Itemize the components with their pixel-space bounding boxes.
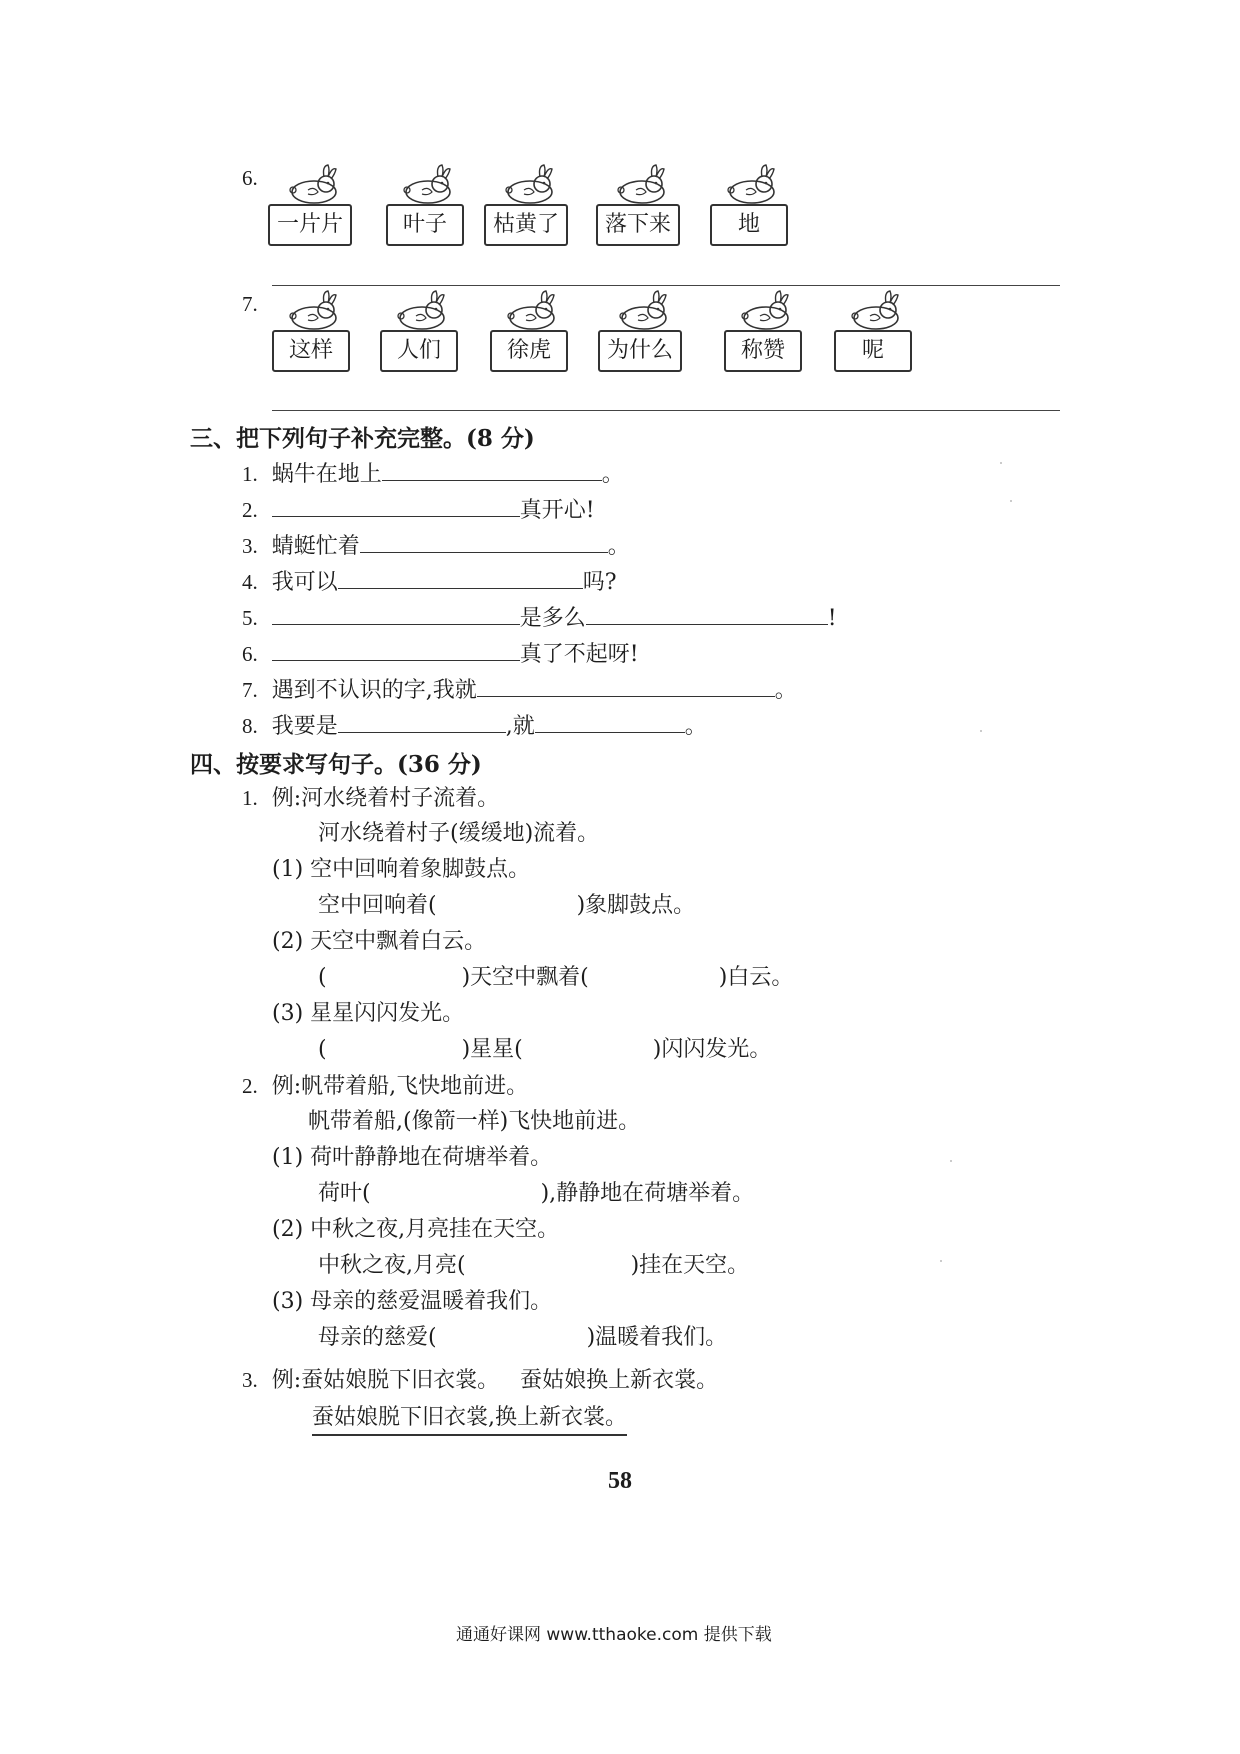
example-3-answer: 蚕姑娘脱下旧衣裳,换上新衣裳。 xyxy=(312,1404,627,1436)
rabbit-icon xyxy=(396,290,448,330)
rabbit-icon xyxy=(740,290,792,330)
example-2-line2: 帆带着船,(像箭一样)飞快地前进。 xyxy=(308,1109,641,1134)
word-card-label: 称赞 xyxy=(724,330,802,372)
rabbit-icon xyxy=(506,290,558,330)
item-text: 真了不起呀! xyxy=(519,642,639,667)
sub-item-answer: 中秋之夜,月亮( )挂在天空。 xyxy=(318,1253,750,1278)
word-card-label: 落下来 xyxy=(596,204,680,246)
sub-item-answer: ( )星星( )闪闪发光。 xyxy=(318,1037,772,1062)
question-7-number: 7. xyxy=(242,292,258,316)
example-3-line1: 3. 例:蚕姑娘脱下旧衣裳。 蚕姑娘换上新衣裳。 xyxy=(242,1368,719,1393)
blank-field[interactable] xyxy=(586,602,828,625)
rabbit-icon xyxy=(618,290,670,330)
blank-field[interactable] xyxy=(338,710,506,733)
word-card-label: 为什么 xyxy=(598,330,682,372)
item-text: 蜻蜓忙着 xyxy=(271,534,360,559)
word-card[interactable] xyxy=(272,290,352,380)
rabbit-icon xyxy=(288,290,340,330)
fill-item-4: 4. 我可以 吗? xyxy=(242,566,617,597)
word-card[interactable] xyxy=(602,290,682,380)
scan-speck xyxy=(1000,462,1002,464)
item-text: 真开心! xyxy=(519,498,595,523)
item-text: 我要是 xyxy=(271,714,338,739)
word-card[interactable] xyxy=(386,164,466,254)
rabbit-icon xyxy=(288,164,340,204)
sub-item-label: (1) 空中回响着象脚鼓点。 xyxy=(272,857,531,882)
item-text: 我可以 xyxy=(271,570,338,595)
word-card[interactable] xyxy=(488,164,568,254)
sub-item-label: (1) 荷叶静静地在荷塘举着。 xyxy=(272,1145,553,1170)
item-text: ,就 xyxy=(505,714,535,739)
blank-field[interactable] xyxy=(535,710,685,733)
fill-item-5: 5. 是多么 ! xyxy=(242,602,837,633)
word-card-label: 呢 xyxy=(834,330,912,372)
sub-item-label: (2) 中秋之夜,月亮挂在天空。 xyxy=(272,1217,560,1242)
fill-item-2: 2. 真开心! xyxy=(242,494,595,525)
section-3-title: 三、把下列句子补充完整。(8 分) xyxy=(190,425,535,452)
fill-item-8: 8. 我要是 ,就 。 xyxy=(242,710,707,741)
question-6-number: 6. xyxy=(242,166,258,190)
word-card[interactable] xyxy=(600,164,680,254)
fill-item-7: 7. 遇到不认识的字,我就 。 xyxy=(242,674,797,705)
sub-item-answer: 母亲的慈爱( )温暖着我们。 xyxy=(318,1325,728,1350)
item-text: 是多么 xyxy=(519,606,586,631)
example-2-line1: 2. 例:帆带着船,飞快地前进。 xyxy=(242,1074,529,1099)
word-card-label: 人们 xyxy=(380,330,458,372)
item-text: 。 xyxy=(601,462,624,487)
word-card-label: 枯黄了 xyxy=(484,204,568,246)
word-card-label: 地 xyxy=(710,204,788,246)
word-card-label: 一片片 xyxy=(268,204,352,246)
word-card-label: 徐虎 xyxy=(490,330,568,372)
blank-field[interactable] xyxy=(272,602,520,625)
word-card[interactable] xyxy=(724,290,804,380)
rabbit-icon xyxy=(504,164,556,204)
rabbit-icon xyxy=(616,164,668,204)
blank-field[interactable] xyxy=(382,458,602,481)
word-card[interactable] xyxy=(710,164,790,254)
word-card-label: 叶子 xyxy=(386,204,464,246)
item-text: 。 xyxy=(684,714,707,739)
sub-item-answer: 空中回响着( )象脚鼓点。 xyxy=(318,893,696,918)
word-card[interactable] xyxy=(380,290,460,380)
item-text: 。 xyxy=(774,678,797,703)
page-number: 58 xyxy=(608,1468,632,1494)
sub-item-label: (2) 天空中飘着白云。 xyxy=(272,929,487,954)
example-1-line2: 河水绕着村子(缓缓地)流着。 xyxy=(318,821,600,846)
item-text: ! xyxy=(827,606,837,631)
word-card[interactable] xyxy=(272,164,352,254)
item-text: 。 xyxy=(607,534,630,559)
answer-line[interactable] xyxy=(272,410,1060,411)
sub-item-answer: 荷叶( ),静静地在荷塘举着。 xyxy=(318,1181,755,1206)
fill-item-3: 3. 蜻蜓忙着 。 xyxy=(242,530,630,561)
word-card[interactable] xyxy=(834,290,914,380)
blank-field[interactable] xyxy=(477,674,775,697)
scan-speck xyxy=(950,1160,952,1162)
item-text: 吗? xyxy=(582,570,617,595)
scan-speck xyxy=(940,1260,942,1262)
word-card-label: 这样 xyxy=(272,330,350,372)
item-text: 遇到不认识的字,我就 xyxy=(271,678,477,703)
sub-item-label: (3) 母亲的慈爱温暖着我们。 xyxy=(272,1289,553,1314)
fill-item-1: 1. 蜗牛在地上 。 xyxy=(242,458,624,489)
footer-credit: 通通好课网 www.tthaoke.com 提供下载 xyxy=(456,1625,772,1645)
scan-speck xyxy=(980,730,982,732)
sub-item-answer: ( )天空中飘着( )白云。 xyxy=(318,965,794,990)
word-card[interactable] xyxy=(490,290,570,380)
answer-line[interactable] xyxy=(272,285,1060,286)
sub-item-label: (3) 星星闪闪发光。 xyxy=(272,1001,465,1026)
fill-item-6: 6. 真了不起呀! xyxy=(242,638,639,669)
blank-field[interactable] xyxy=(272,638,520,661)
rabbit-icon xyxy=(850,290,902,330)
rabbit-icon xyxy=(726,164,778,204)
blank-field[interactable] xyxy=(338,566,583,589)
blank-field[interactable] xyxy=(272,494,520,517)
scan-speck xyxy=(1010,500,1012,502)
item-text: 蜗牛在地上 xyxy=(271,462,382,487)
rabbit-icon xyxy=(402,164,454,204)
example-1-line1: 1. 例:河水绕着村子流着。 xyxy=(242,786,500,811)
section-4-title: 四、按要求写句子。(36 分) xyxy=(190,751,482,778)
blank-field[interactable] xyxy=(360,530,608,553)
